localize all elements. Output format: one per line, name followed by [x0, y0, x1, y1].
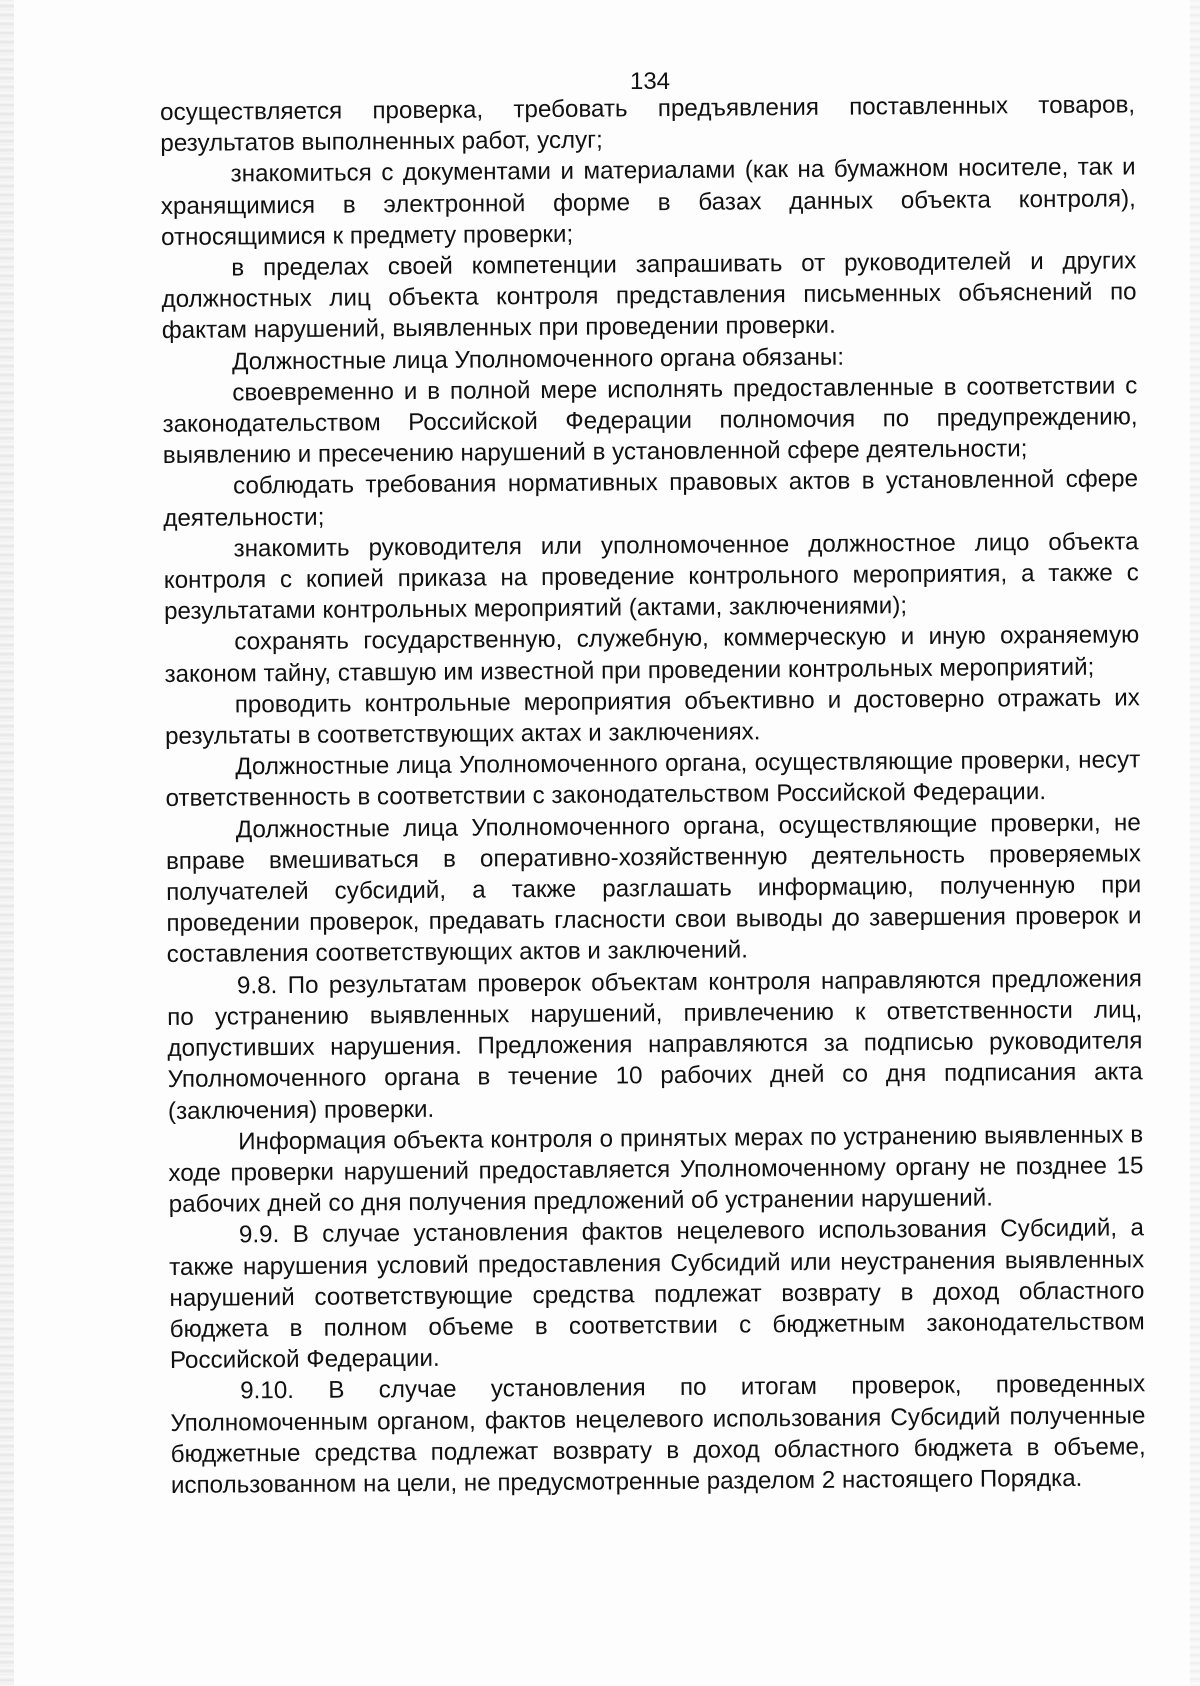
paragraph-section-9-9: 9.9. В случае установления фактов нецелевого использования Субсидий, а также нарушения условий предоставления Субсидий или неустранения выявленных нарушений соответствующие средства подлежат возврату в доход областного бюджета в полном объеме в соответствии с бюджетным законодательством Российской Федерации. — [169, 1214, 1145, 1375]
page-number: 134 — [629, 68, 671, 95]
paragraph: проводить контрольные мероприятия объективно и достоверно отражать их результаты в соответствующих актах и заключениях. — [164, 684, 1140, 751]
paragraph: соблюдать требования нормативных правовых актов в установленной сфере деятельности; — [163, 465, 1139, 532]
paragraph-section-9-8: 9.8. По результатам проверок объектам контроля направляются предложения по устранению выявленных нарушений, привлечению к ответственности лиц, допустивших нарушения. Предложения направляются за подписью руководителя Уполномоченного органа в течение 10 рабочих дней со дня подписания акта (заключения) проверки. — [167, 965, 1143, 1125]
paragraph: сохранять государственную, служебную, коммерческую и иную охраняемую законом тайну, ставшую им известной при проведении контрольных мероприятий; — [164, 621, 1140, 688]
paragraph: в пределах своей компетенции запрашивать от руководителей и других должностных лиц объекта контроля представления письменных объяснений по фактам нарушений, выявленных при проведении проверки. — [161, 247, 1137, 345]
paragraph: Информация объекта контроля о принятых мерах по устранению выявленных в ходе проверки нарушений предоставляется Уполномоченному органу не позднее 15 рабочих дней со дня получения предложений об устранении нарушений. — [168, 1121, 1144, 1219]
paragraph: осуществляется проверка, требовать предъявления поставленных товаров, результатов выполненных работ, услуг; — [160, 91, 1136, 158]
paragraph: своевременно и в полной мере исполнять предоставленные в соответствии с законодательством Российской Федерации полномочия по предупреждению, выявлению и пресечению нарушений в установленной сфере деятельности; — [162, 372, 1138, 470]
scan-edge-left — [0, 0, 14, 1686]
paragraph: Должностные лица Уполномоченного органа, осуществляющие проверки, не вправе вмешиваться в оперативно-хозяйственную деятельность проверяемых получателей субсидий, а также разглашать информацию, полученную при проведении проверок, предавать гласности свои выводы до завершения проверок и составления соответствующих актов и заключений. — [165, 808, 1142, 969]
paragraph: Должностные лица Уполномоченного органа, осуществляющие проверки, несут ответственность в соответствии с законодательством Российской Федерации. — [165, 746, 1141, 813]
paragraph: знакомить руководителя или уполномоченное должностное лицо объекта контроля с копией приказа на проведение контрольного мероприятия, а также с результатами контрольных мероприятий (актами, заключениями); — [163, 528, 1139, 626]
paragraph: Должностные лица Уполномоченного органа обязаны: — [231, 343, 845, 376]
paragraph-section-9-10: 9.10. В случае установления по итогам проверок, проведенных Уполномоченным органом, фактов нецелевого использования Субсидий полученные бюджетные средства подлежат возврату в доход областного бюджета в объеме, использованном на цели, не предусмотренные разделом 2 настоящего Порядка. — [170, 1370, 1146, 1499]
document-body — [160, 89, 1146, 1501]
paragraph: знакомиться с документами и материалами (как на бумажном носителе, так и хранящимися в электронной форме в базах данных объекта контроля), относящимися к предмету проверки; — [160, 153, 1136, 251]
scan-edge-right — [1190, 0, 1200, 1686]
